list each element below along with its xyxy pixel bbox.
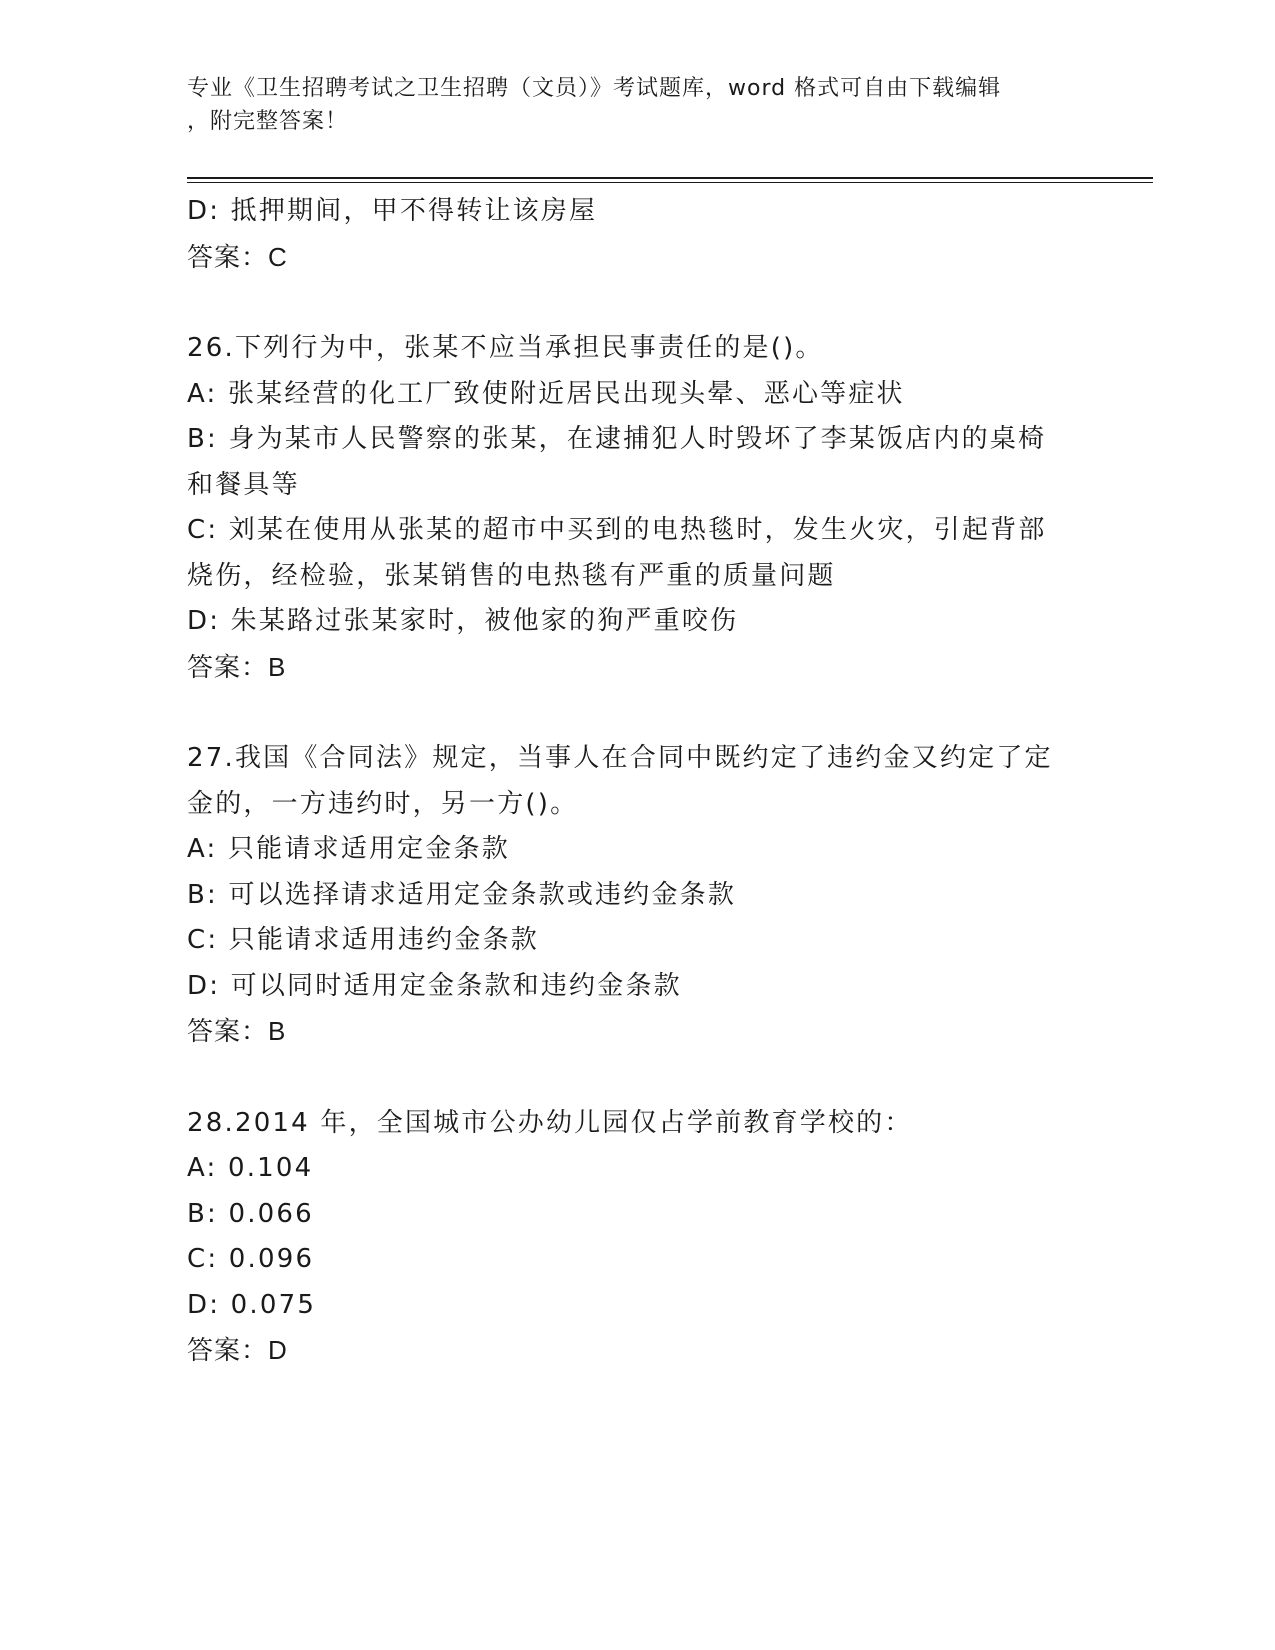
question-stem: 26.下列行为中，张某不应当承担民事责任的是()。 <box>187 333 824 363</box>
option-c-line-2: 烧伤，经检验，张某销售的电热毯有严重的质量问题 <box>187 560 836 591</box>
option-a: A: 只能请求适用定金条款 <box>187 834 510 864</box>
header-line-2: ，附完整答案！ <box>187 109 349 134</box>
option-b: B: 可以选择请求适用定金条款或违约金条款 <box>187 879 737 910</box>
option-b-line-1: B: 身为某市人民警察的张某，在逮捕犯人时毁坏了李某饭店内的桌椅 <box>187 424 1047 454</box>
question-26 <box>187 326 1087 690</box>
question-list <box>187 189 1087 1374</box>
option-a: A: 张某经营的化工厂致使附近居民出现头晕、恶心等症状 <box>187 378 905 409</box>
spacer <box>187 1055 1087 1101</box>
option-d: D: 0.075 <box>187 1289 317 1320</box>
option-d: D: 朱某路过张某家时，被他家的狗严重咬伤 <box>187 606 739 636</box>
option-b: B: 0.066 <box>187 1198 314 1229</box>
header-line-1: 专业《卫生招聘考试之卫生招聘（文员）》考试题库，word 格式可自由下载编辑 <box>187 76 1002 101</box>
header-divider-thin <box>187 182 1153 183</box>
question-25-tail <box>187 189 1087 280</box>
header-divider-thick <box>187 177 1153 179</box>
option-c: C: 只能请求适用违约金条款 <box>187 925 539 955</box>
question-27 <box>187 736 1087 1055</box>
answer: 答案：B <box>187 651 287 682</box>
option-d: D: 抵押期间，甲不得转让该房屋 <box>187 196 598 226</box>
question-stem-line-2: 金的，一方违约时，另一方()。 <box>187 788 579 819</box>
answer: 答案：B <box>187 1016 287 1046</box>
option-a: A: 0.104 <box>187 1153 314 1183</box>
answer: 答案：C <box>187 241 288 272</box>
spacer <box>187 690 1087 736</box>
spacer <box>187 280 1087 326</box>
option-c-line-1: C: 刘某在使用从张某的超市中买到的电热毯时，发生火灾，引起背部 <box>187 515 1047 545</box>
option-c: C: 0.096 <box>187 1244 315 1274</box>
question-28 <box>187 1101 1087 1374</box>
option-d: D: 可以同时适用定金条款和违约金条款 <box>187 970 682 1001</box>
document-header <box>187 72 1067 138</box>
question-stem: 28.2014 年，全国城市公办幼儿园仅占学前教育学校的： <box>187 1107 913 1138</box>
answer: 答案：D <box>187 1335 288 1365</box>
question-stem-line-1: 27.我国《合同法》规定，当事人在合同中既约定了违约金又约定了定 <box>187 743 1053 773</box>
option-b-line-2: 和餐具等 <box>187 469 300 500</box>
